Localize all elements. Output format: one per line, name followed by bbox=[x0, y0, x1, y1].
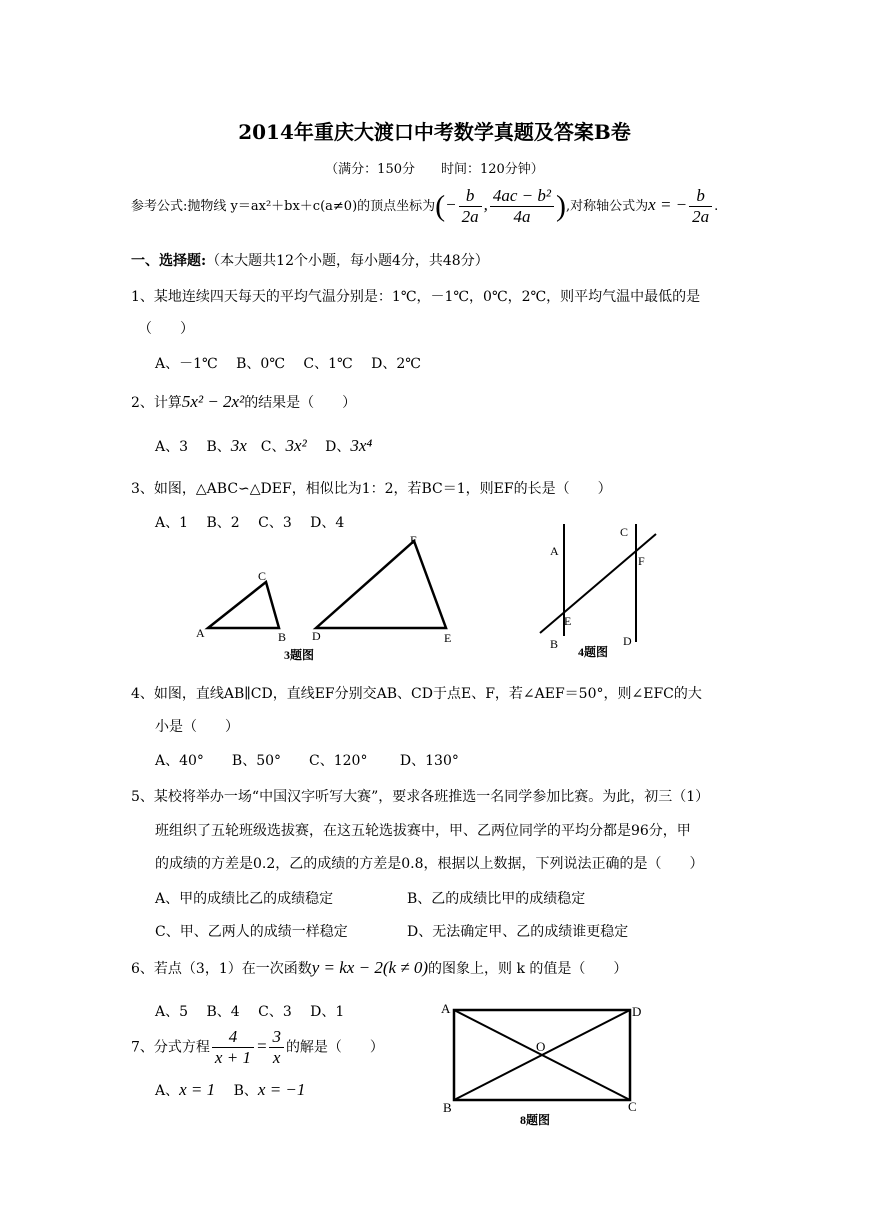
q4-options: A、40° B、50° C、120° D、130° bbox=[155, 753, 459, 769]
q5-option-d: D、无法确定甲、乙的成绩谁更稳定 bbox=[407, 924, 629, 940]
page-title: 2014年重庆大渡口中考数学真题及答案B卷 bbox=[238, 120, 631, 144]
q1-line2: （ ） bbox=[138, 321, 194, 337]
label-e: E bbox=[444, 631, 452, 645]
q7-options: A、x = 1 B、x = −1 bbox=[155, 1080, 306, 1099]
close-paren: ) bbox=[556, 189, 567, 223]
q5-line3: 的成绩的方差是0.2，乙的成绩的方差是0.8，根据以上数据，下列说法正确的是（ ） bbox=[155, 856, 704, 872]
label-d: D bbox=[623, 634, 632, 648]
label-c: C bbox=[628, 1099, 637, 1114]
q5-option-a: A、甲的成绩比乙的成绩稳定 bbox=[155, 891, 334, 907]
label-b: B bbox=[550, 637, 559, 651]
q6-options: A、5 B、4 C、3 D、1 bbox=[155, 1004, 345, 1020]
formula-lhs: x = − bbox=[648, 195, 688, 214]
label-f: F bbox=[638, 554, 645, 568]
comma: , bbox=[483, 195, 488, 214]
label-f: F bbox=[410, 533, 417, 547]
q3-options: A、1 B、2 C、3 D、4 bbox=[155, 515, 345, 531]
label-a: A bbox=[441, 1001, 451, 1016]
q6-expression: y = kx − 2(k ≠ 0) bbox=[311, 958, 429, 977]
figure-3-caption: 3题图 bbox=[284, 648, 315, 662]
label-d: D bbox=[632, 1004, 642, 1019]
q7-question: 7、分式方程 $\frac{4}{x + 1}$ = $\frac{3}{x}$ 的解是（ ） bbox=[131, 1027, 384, 1067]
label-c: C bbox=[258, 569, 267, 583]
q4-line1: 4、如图，直线AB∥CD，直线EF分别交AB、CD于点E、F，若∠AEF＝50°，则∠EFC的大 bbox=[131, 686, 702, 702]
figure-3-similar-triangles bbox=[190, 530, 470, 665]
minus-sign: − bbox=[445, 195, 457, 214]
label-e: E bbox=[564, 614, 572, 628]
label-d: D bbox=[312, 629, 321, 643]
q5-option-b: B、乙的成绩比甲的成绩稳定 bbox=[407, 891, 586, 907]
q2-options: A、3 B、3x C、3x² D、3x⁴ bbox=[155, 436, 373, 455]
label-b: B bbox=[278, 630, 287, 644]
formula-fraction-1: $\frac{b}{2a}$ bbox=[459, 186, 482, 227]
formula-fraction-3: $\frac{b}{2a}$ bbox=[689, 186, 712, 227]
figure-8-caption: 8题图 bbox=[520, 1113, 551, 1127]
q5-line2: 班组织了五轮班级选拔赛，在这五轮选拔赛中，甲、乙两位同学的平均分都是96分，甲 bbox=[155, 823, 691, 839]
label-c: C bbox=[620, 525, 629, 539]
q3-question: 3、如图，△ABC∽△DEF，相似比为1：2，若BC＝1，则EF的长是（ ） bbox=[131, 481, 612, 497]
q5-line1: 5、某校将举办一场“中国汉字听写大赛”，要求各班推选一名同学参加比赛。为此，初三（1） bbox=[131, 789, 710, 805]
label-a: A bbox=[196, 626, 205, 640]
formula-fraction-2: $\frac{\text{4ac − b²}}{4a}$ bbox=[490, 186, 554, 227]
figure-4-parallel-lines bbox=[530, 518, 670, 663]
q2-expression: 5x² − 2x² bbox=[181, 392, 245, 411]
formula-prefix: 参考公式:抛物线 y＝ax²＋bx＋c(a≠0)的顶点坐标为 bbox=[131, 199, 436, 214]
section-heading bbox=[131, 250, 489, 270]
q7-fraction-right: $\frac{3}{x}$ bbox=[269, 1027, 284, 1068]
triangle-abc bbox=[208, 582, 279, 628]
page-subtitle: （满分：150分 时间：120分钟） bbox=[325, 162, 544, 177]
figure-8-rectangle bbox=[430, 998, 660, 1133]
formula-end: . bbox=[714, 199, 719, 214]
q4-line2: 小是（ ） bbox=[155, 719, 239, 735]
q7-fraction-left: $\frac{4}{x + 1}$ bbox=[212, 1027, 254, 1068]
reference-formula bbox=[131, 186, 718, 227]
label-a: A bbox=[550, 544, 559, 558]
q1-options: A、－1℃ B、0℃ C、1℃ D、2℃ bbox=[155, 356, 421, 372]
section-note: （本大题共12个小题，每小题4分，共48分） bbox=[206, 253, 489, 269]
figure-4-caption: 4题图 bbox=[578, 645, 609, 659]
q5-option-c: C、甲、乙两人的成绩一样稳定 bbox=[155, 924, 348, 940]
q1-line1: 1、某地连续四天每天的平均气温分别是：1℃，－1℃，0℃，2℃，则平均气温中最低的是 bbox=[131, 289, 701, 305]
open-paren: ( bbox=[435, 189, 446, 223]
section-head: 一、选择题: bbox=[131, 253, 207, 269]
q6-question: 6、若点（3，1）在一次函数y = kx − 2(k ≠ 0)的图象上，则 k 的值是（ ） bbox=[131, 958, 628, 977]
triangle-def bbox=[316, 541, 446, 628]
formula-mid: ,对称轴公式为 bbox=[566, 199, 649, 214]
label-b: B bbox=[443, 1100, 452, 1115]
q2-question: 2、计算5x² − 2x²的结果是（ ） bbox=[131, 392, 357, 411]
label-o: O bbox=[536, 1039, 546, 1054]
